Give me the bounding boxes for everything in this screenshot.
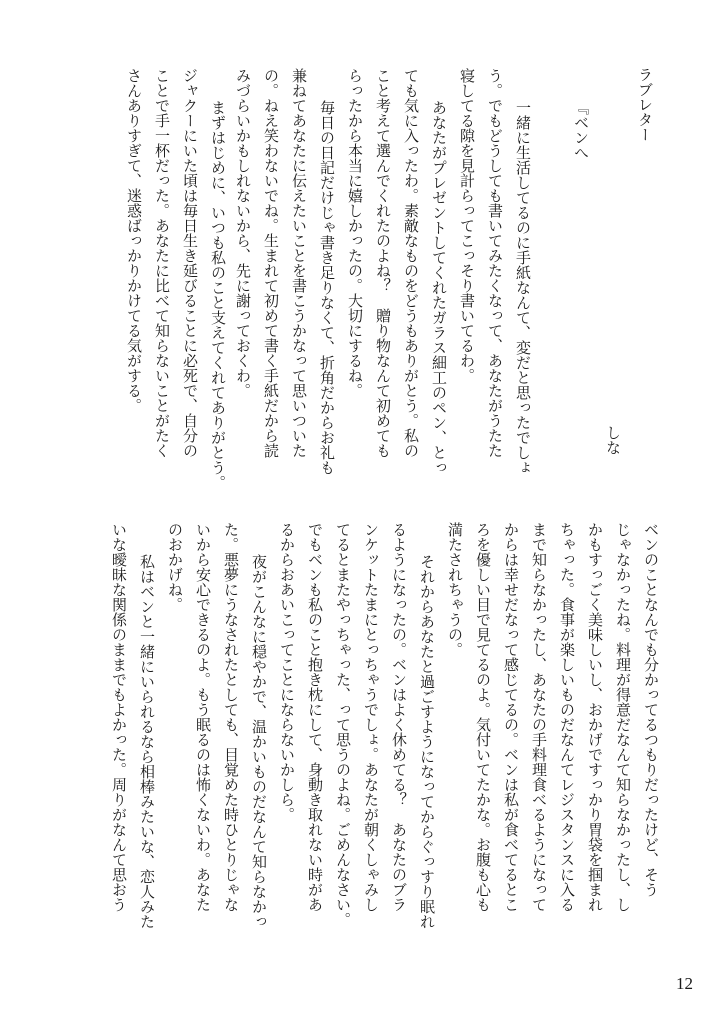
- upper-column-9: こと考えて選んでくれたのよね？ 贈り物なんて初めても: [374, 68, 392, 458]
- upper-column-3: 『ベンへ: [572, 100, 590, 160]
- upper-column-13: の。ねえ笑わないでね。生まれて初めて書く手紙だから読: [262, 68, 280, 458]
- lower-column-19: 私はベンと一緒にいられるなら相棒みたいな、恋人みた: [138, 554, 156, 929]
- upper-column-18: さんありすぎて、迷惑ばっかりかけてる気がする。: [125, 68, 143, 413]
- lower-column-6: からは幸せだなって感じてるの。ベンは私が食べてるとこ: [502, 522, 520, 912]
- upper-column-10: らったから本当に嬉しかったの。大切にするね。: [346, 68, 364, 398]
- lower-column-13: でもベンも私のこと抱き枕にして、身動き取れない時があ: [306, 522, 324, 912]
- title-love-letter: ラブレター: [636, 67, 654, 142]
- lower-column-4: ちゃった。食事が楽しいものだなんてレジスタンスに入る: [558, 522, 576, 912]
- lower-column-10: るようになったの。ベンはよく休めてる？ あなたのブラ: [390, 522, 408, 912]
- lower-column-12: てるとまたやっちゃった、って思うのよね。ごめんなさい。: [334, 522, 352, 927]
- lower-column-18: のおかげね。: [166, 522, 184, 612]
- upper-column-8: ても気に入ったわ。素敵なものをどうもありがとう。私の: [402, 68, 420, 458]
- upper-column-12: 兼ねてあなたに伝えたいことを書こうかなって思いついた: [290, 68, 308, 458]
- lower-column-7: ろを優しい目で見てるのよ。気付いてたかな。お腹も心も: [474, 522, 492, 912]
- lower-column-5: まで知らなかったし、あなたの手料理食べるようになって: [530, 522, 548, 912]
- author-name: しな: [604, 425, 622, 455]
- lower-column-17: いから安心できるのよ。もう眠るのは怖くないわ。あなた: [194, 522, 212, 912]
- page-number: 12: [676, 974, 693, 993]
- lower-column-2: じゃなかったね。料理が得意だなんて知らなかったし、し: [614, 522, 632, 912]
- upper-column-15: まずはじめに、いつも私のこと支えてくれてありがとう。: [209, 100, 227, 490]
- lower-column-15: 夜がこんなに穏やかで、温かいものだなんて知らなかっ: [250, 554, 268, 929]
- upper-column-14: みづらいかもしれないから、先に謝っておくわ。: [234, 68, 252, 398]
- lower-column-11: ンケットたまにとっちゃうでしょ。あなたが朝くしゃみし: [362, 522, 380, 912]
- upper-column-11: 毎日の日記だけじゃ書き足りなくて、折角だからお礼も: [318, 100, 336, 475]
- lower-column-8: 満たされちゃうの。: [446, 522, 464, 657]
- upper-column-17: ことで手一杯だった。あなたに比べて知らないことがたく: [153, 68, 171, 458]
- lower-column-1: ベンのことなんでも分かってるつもりだったけど、そう: [642, 522, 660, 897]
- upper-column-5: う。でもどうしても書いてみたくなって、あなたがうたた: [486, 68, 504, 458]
- lower-column-20: いな曖昧な関係のままでもよかった。周りがなんて思おう: [110, 522, 128, 912]
- upper-column-4: 一緒に生活してるのに手紙なんて、変だと思ったでしょ: [514, 100, 532, 475]
- lower-column-16: た。悪夢にうなされたとしても、目覚めた時ひとりじゃな: [222, 522, 240, 912]
- upper-column-16: ジャクーにいた頃は毎日生き延びることに必死で、自分の: [181, 68, 199, 458]
- upper-column-6: 寝してる隙を見計らってこっそり書いてるわ。: [458, 68, 476, 383]
- lower-column-14: るからおあいこってことにならないかしら。: [278, 522, 296, 822]
- upper-column-7: あなたがプレゼントしてくれたガラス細工のペン、とっ: [430, 100, 448, 475]
- lower-column-3: かもすっごく美味しいし、おかげですっかり胃袋を掴まれ: [586, 522, 604, 912]
- lower-column-9: それからあなたと過ごすようになってからぐっすり眠れ: [418, 554, 436, 929]
